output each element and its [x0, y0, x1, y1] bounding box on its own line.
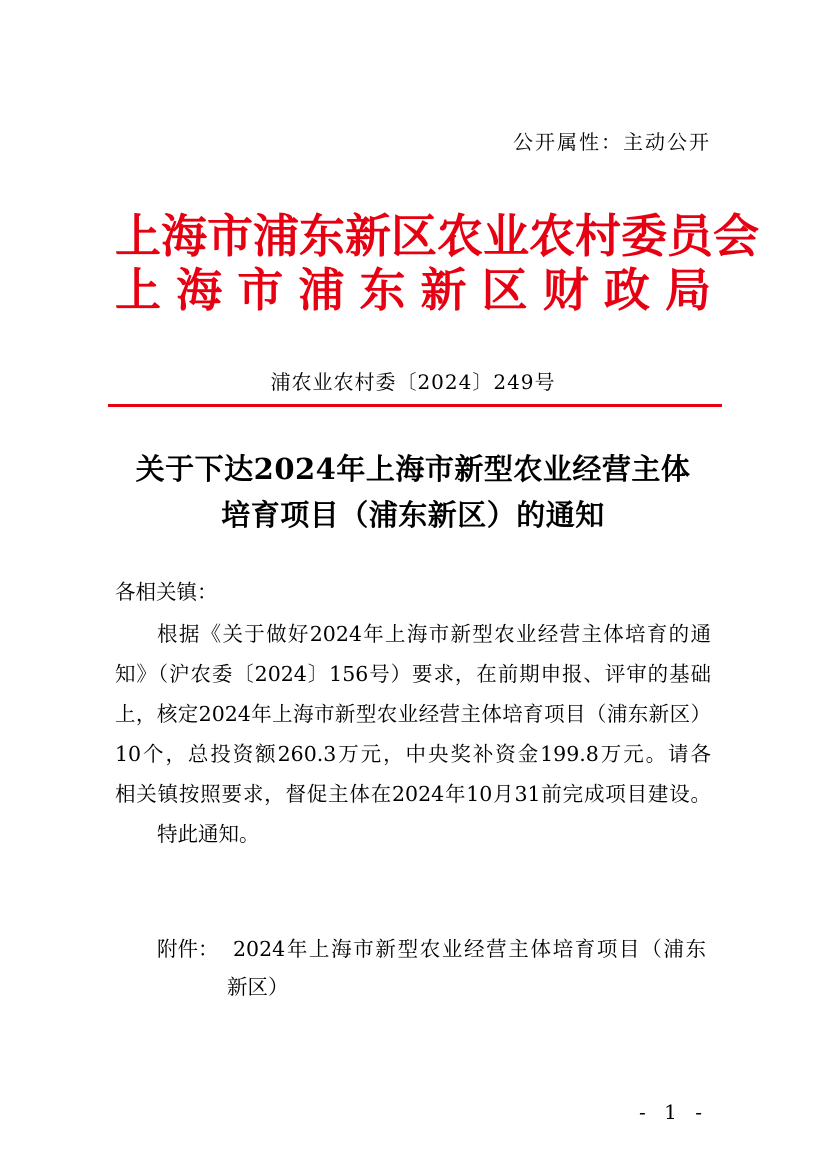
body-paragraph-line: 10个，总投资额260.3万元，中央奖补资金199.8万元。请各	[115, 742, 711, 766]
salutation: 各相关镇：	[115, 580, 218, 604]
attachment-title-line-2: 新区）	[227, 975, 289, 999]
body-paragraph-line: 知》（沪农委〔2024〕156号）要求，在前期申报、评审的基础	[115, 662, 711, 686]
attachment-label: 附件：	[157, 937, 219, 961]
document-title-line-1: 关于下达2024年上海市新型农业经营主体	[135, 452, 691, 486]
document-number: 浦农业农村委〔2024〕249号	[270, 370, 556, 394]
red-separator-line	[108, 404, 722, 407]
attachment-title-line-1: 2024年上海市新型农业经营主体培育项目（浦东	[233, 937, 706, 961]
issuer-finance-bureau: 上海市浦东新区财政局	[115, 263, 711, 317]
disclosure-attribute: 公开属性：主动公开	[513, 130, 711, 154]
closing-remark: 特此通知。	[157, 822, 260, 846]
issuer-agriculture-committee: 上海市浦东新区农业农村委员会	[115, 209, 759, 263]
page-number: - 1 -	[639, 1100, 708, 1124]
body-paragraph-line: 根据《关于做好2024年上海市新型农业经营主体培育的通	[157, 622, 711, 646]
body-paragraph-line: 上，核定2024年上海市新型农业经营主体培育项目（浦东新区）	[115, 702, 711, 726]
document-title-line-2: 培育项目（浦东新区）的通知	[221, 498, 605, 532]
body-paragraph-line: 相关镇按照要求，督促主体在2024年10月31前完成项目建设。	[115, 782, 711, 806]
